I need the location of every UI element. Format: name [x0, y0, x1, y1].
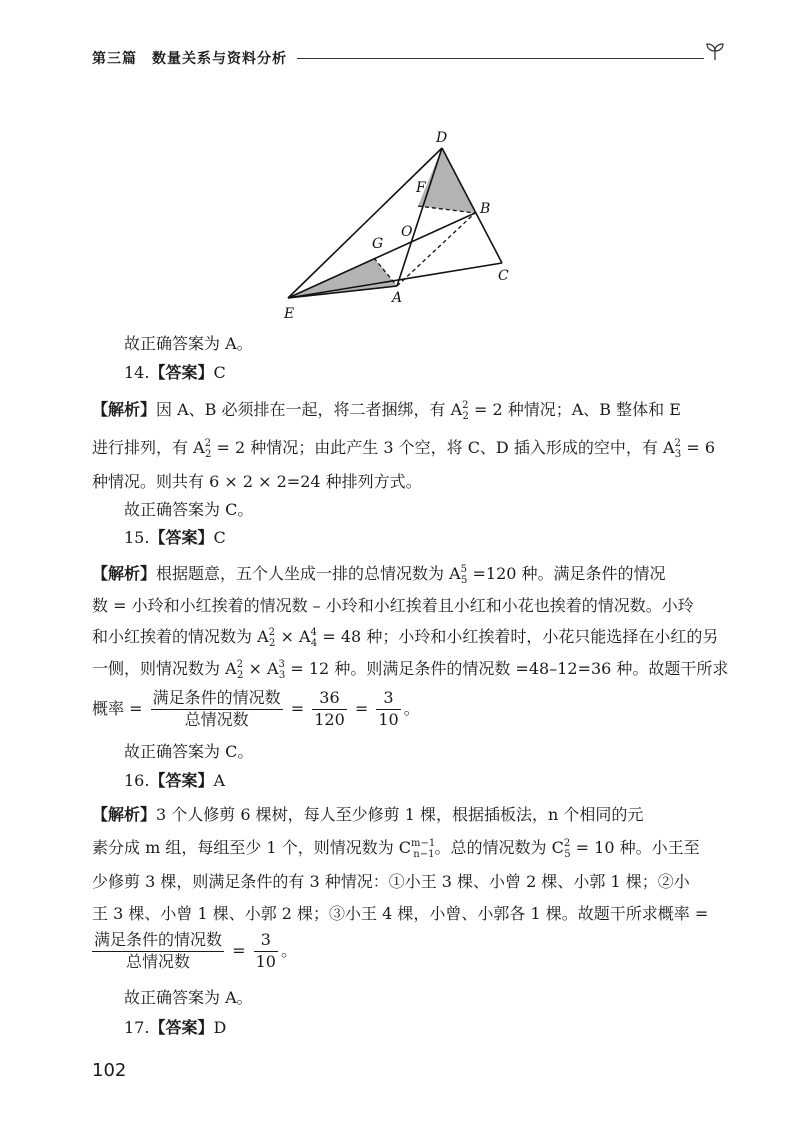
- answer-16: 16.【答案】A: [124, 771, 226, 790]
- running-header: [92, 48, 732, 72]
- label-g: G: [372, 236, 384, 252]
- header-rule: [297, 58, 704, 59]
- label-d: D: [436, 130, 448, 146]
- label-o: O: [401, 224, 413, 240]
- text-line: 少修剪 3 棵，则满足条件的有 3 种情况：①小王 3 棵、小曾 2 棵、小郭 1 棵；②小: [92, 872, 690, 891]
- text-line: 【解析】3 个人修剪 6 棵树，每人至少修剪 1 棵，根据插板法，n 个相同的元: [92, 805, 644, 824]
- text-line: 【解析】因 A、B 必须排在一起，将二者捆绑，有 $A^2_2 = 2$ 种情况；A、B 整体和 E: [92, 400, 681, 422]
- probability-formula-15: 概率 = $\frac{\text{满足条件的情况数}}{\text{总情况数}}$ = $\frac{36}{120}$ = $\frac{3}{10}$ 。: [92, 688, 420, 729]
- label-b: B: [480, 201, 491, 217]
- text-line: 故正确答案为 A。: [124, 988, 253, 1007]
- answer-17: 17.【答案】D: [124, 1018, 227, 1037]
- label-a: A: [392, 290, 403, 306]
- text-line: 一侧，则情况数为 $A^2_2 \times A^3_3 = 12$ 种。则满足条件的情况数 =48–12=36 种。故题干所求: [92, 659, 729, 681]
- text-line: 种情况。则共有 6 × 2 × 2=24 种排列方式。: [92, 472, 422, 491]
- geometry-figure: [270, 118, 540, 328]
- label-f: F: [416, 180, 426, 196]
- text-line: 【解析】根据题意，五个人坐成一排的总情况数为 $A^5_5 =120$ 种。满足条件的情况: [92, 564, 666, 586]
- page-number: 102: [92, 1060, 127, 1081]
- text-line: 故正确答案为 C。: [124, 742, 254, 761]
- sprout-icon: [704, 40, 726, 62]
- answer-14: 14.【答案】C: [124, 363, 226, 382]
- text-line: 和小红挨着的情况数为 $A^2_2 \times A^4_4 = 48$ 种；小玲和小红挨着时，小花只能选择在小红的另: [92, 627, 719, 649]
- text-line: 素分成 m 组，每组至少 1 个，则情况数为 $C^{m-1}_{n-1}$。总的情况数为 $C^2_5 = 10$ 种。小王至: [92, 838, 700, 860]
- text-line: 故正确答案为 C。: [124, 500, 254, 519]
- text-line: 王 3 棵、小曾 1 棵、小郭 2 棵；③小王 4 棵，小曾、小郭各 1 棵。故题干所求概率 =: [92, 904, 709, 923]
- text-line: 数 = 小玲和小红挨着的情况数 – 小玲和小红挨着且小红和小花也挨着的情况数。小玲: [92, 596, 694, 615]
- label-c: C: [498, 268, 509, 284]
- answer-15: 15.【答案】C: [124, 528, 226, 547]
- label-e: E: [284, 306, 295, 322]
- text-line: 故正确答案为 A。: [124, 334, 253, 353]
- probability-formula-16: $\frac{\text{满足条件的情况数}}{\text{总情况数}}$ = $\frac{3}{10}$ 。: [94, 930, 297, 971]
- text-line: 进行排列，有 $A^2_2 = 2$ 种情况；由此产生 3 个空，将 C、D 插入形成的空中，有 $A^2_3 = 6$: [92, 438, 716, 460]
- chapter-title: 第三篇 数量关系与资料分析: [92, 51, 287, 67]
